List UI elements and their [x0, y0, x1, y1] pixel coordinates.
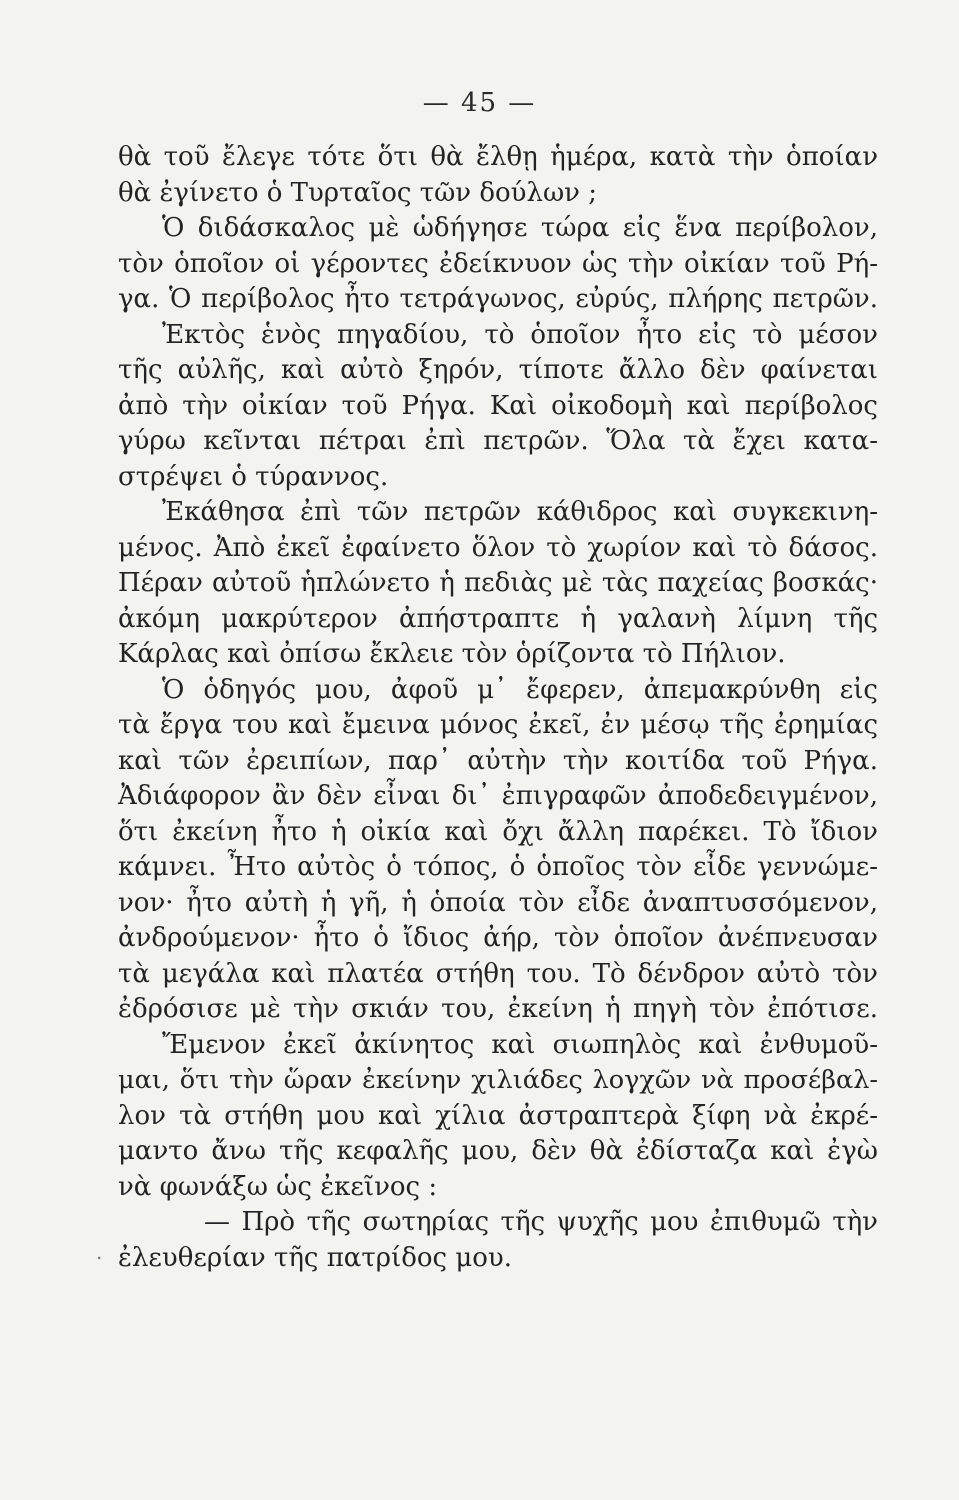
text-line: ἐλευθερίαν τῆς πατρίδος μου.: [118, 1242, 512, 1273]
text-line: τὰ μεγάλα καὶ πλατέα στήθη του. Τὸ δένδρον αὐτὸ τὸν: [118, 958, 878, 989]
text-line: Ἀδιάφορον ἂν δὲν εἶναι δι᾽ ἐπιγραφῶν ἀποδεδειγμένον,: [118, 781, 878, 811]
text-line: θὰ τοῦ ἔλεγε τότε ὅτι θὰ ἔλθῃ ἡμέρα, κατὰ τὴν ὁποίαν: [118, 142, 878, 172]
text-line: ὅτι ἐκείνη ἦτο ἡ οἰκία καὶ ὄχι ἄλλη παρέκει. Τὸ ἴδιον: [118, 816, 878, 847]
text-line: γύρω κεῖνται πέτραι ἐπὶ πετρῶν. Ὅλα τὰ ἔχει κατα-: [118, 426, 878, 456]
text-line: μαι, ὅτι τὴν ὥραν ἐκείνην χιλιάδες λογχῶν νὰ προσέβαλ-: [118, 1065, 878, 1095]
text-line: Ὁ ὁδηγός μου, ἀφοῦ μ᾽ ἔφερεν, ἀπεμακρύνθη εἰς: [162, 674, 878, 705]
text-line: στρέψει ὁ τύραννος.: [118, 461, 389, 492]
text-line: μαντο ἄνω τῆς κεφαλῆς μου, δὲν θὰ ἐδίσταζα καὶ ἐγὼ: [118, 1136, 878, 1166]
text-line: νον· ἦτο αὐτὴ ἡ γῆ, ἡ ὁποία τὸν εἶδε ἀναπτυσσόμενον,: [118, 887, 878, 918]
text-line: ἐδρόσισε μὲ τὴν σκιάν του, ἐκείνη ἡ πηγὴ τὸν ἐπότισε.: [118, 994, 878, 1024]
text-line: Ἐκάθησα ἐπὶ τῶν πετρῶν κάθιδρος καὶ συγκεκινη-: [162, 497, 878, 527]
margin-mark: .: [96, 1240, 103, 1264]
text-line: — Πρὸ τῆς σωτηρίας τῆς ψυχῆς μου ἐπιθυμῶ τὴν: [204, 1207, 878, 1237]
text-line: ἀπὸ τὴν οἰκίαν τοῦ Ρήγα. Καὶ οἰκοδομὴ καὶ περίβολος: [118, 390, 878, 421]
text-line: τὸν ὁποῖον οἱ γέροντες ἐδείκνυον ὡς τὴν οἰκίαν τοῦ Ρή-: [118, 248, 878, 279]
text-line: Ὁ διδάσκαλος μὲ ὡδήγησε τώρα εἰς ἕνα περίβολον,: [162, 213, 878, 243]
text-line: ἀκόμη μακρύτερον ἀπήστραπτε ἡ γαλανὴ λίμνη τῆς: [118, 603, 878, 634]
text-line: καὶ τῶν ἐρειπίων, παρ᾽ αὐτὴν τὴν κοιτίδα τοῦ Ρήγα.: [118, 745, 878, 776]
text-line: Ἔμενον ἐκεῖ ἀκίνητος καὶ σιωπηλὸς καὶ ἐνθυμοῦ-: [162, 1029, 878, 1060]
text-line: κάμνει. Ἦτο αὐτὸς ὁ τόπος, ὁ ὁποῖος τὸν εἶδε γεννώμε-: [118, 852, 878, 882]
text-line: νὰ φωνάξω ὡς ἐκεῖνος :: [118, 1171, 438, 1202]
text-line: τὰ ἔργα του καὶ ἔμεινα μόνος ἐκεῖ, ἐν μέσῳ τῆς ἐρημίας: [118, 710, 878, 740]
text-line: Πέραν αὐτοῦ ἡπλώνετο ἡ πεδιὰς μὲ τὰς παχείας βοσκάς·: [118, 568, 878, 598]
text-line: ἀνδρούμενον· ἦτο ὁ ἴδιος ἀήρ, τὸν ὁποῖον ἀνέπνευσαν: [118, 923, 878, 953]
text-line: θὰ ἐγίνετο ὁ Τυρταῖος τῶν δούλων ;: [118, 177, 597, 208]
text-line: γα. Ὁ περίβολος ἦτο τετράγωνος, εὐρύς, πλήρης πετρῶν.: [118, 284, 878, 314]
text-line: λον τὰ στήθη μου καὶ χίλια ἀστραπτερὰ ξίφη νὰ ἐκρέ-: [118, 1100, 878, 1131]
text-line: Κάρλας καὶ ὀπίσω ἔκλειε τὸν ὁρίζοντα τὸ Πήλιον.: [118, 639, 786, 669]
text-line: μένος. Ἀπὸ ἐκεῖ ἐφαίνετο ὅλον τὸ χωρίον καὶ τὸ δάσος.: [118, 532, 878, 563]
page-number: — 45 —: [422, 88, 537, 118]
text-line: Ἐκτὸς ἑνὸς πηγαδίου, τὸ ὁποῖον ἦτο εἰς τὸ μέσον: [162, 319, 878, 350]
text-line: τῆς αὐλῆς, καὶ αὐτὸ ξηρόν, τίποτε ἄλλο δὲν φαίνεται: [118, 355, 878, 385]
body-text: [118, 140, 878, 1276]
